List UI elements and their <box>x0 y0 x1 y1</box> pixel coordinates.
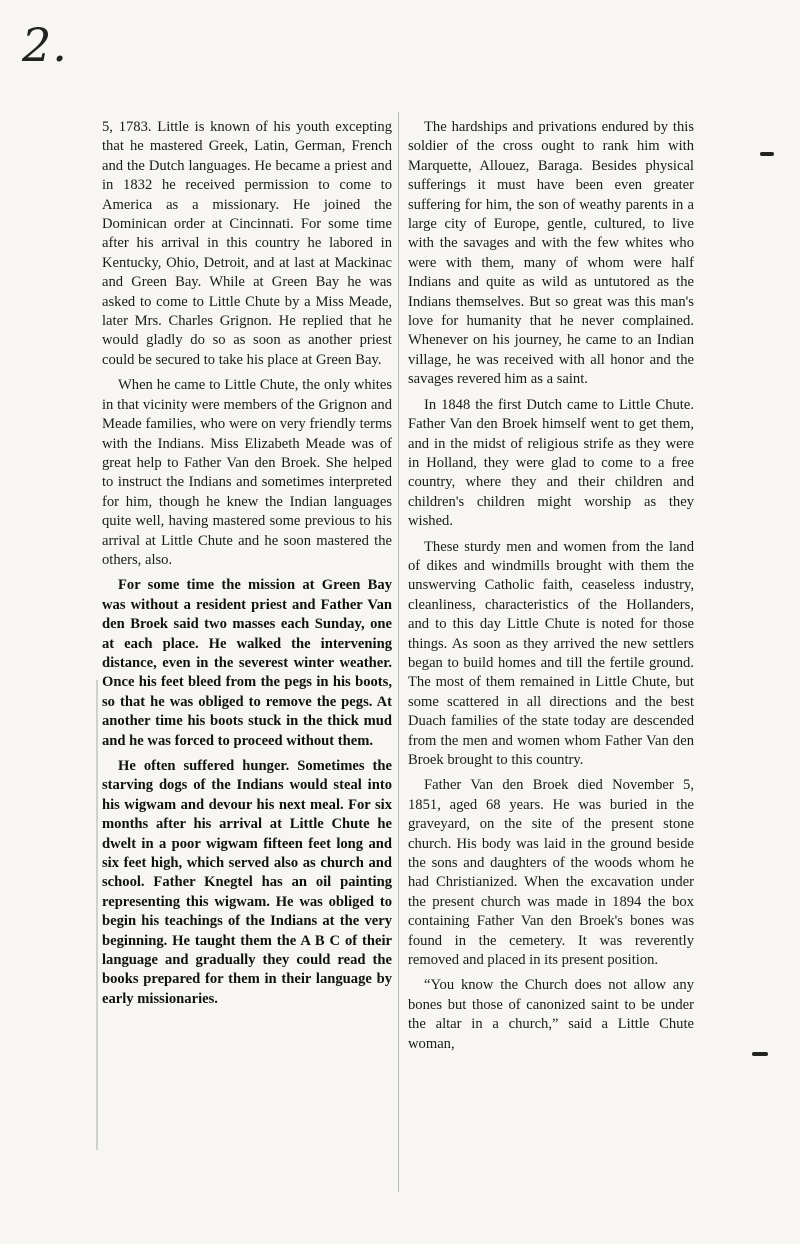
paragraph: In 1848 the first Dutch came to Little Chute. Father Van den Broek himself went to get them, and in the midst of religious strife as they were in Holland, they were glad to come to a free country, where they and their children and children's children might worship as they wished. <box>408 396 694 530</box>
paragraph: For some time the mission at Green Bay was without a resident priest and Father Van den Broek said two masses each Sunday, one at each place. He walked the intervening distance, even in the severest winter weather. Once his feet bleed from the pegs in his boots, so that he was obliged to remove the pegs. At another time his boots stuck in the thick mud and he was forced to proceed without them. <box>102 577 392 749</box>
paragraph: “You know the Church does not allow any bones but those of canonized saint to be under the altar in a church,” said a Little Chute woman, <box>408 977 694 1052</box>
ink-mark <box>760 152 774 156</box>
paragraph: These sturdy men and women from the land of dikes and windmills brought with them the unswerving Catholic faith, ceaseless industry, cleanliness, characteristics of the Hollanders, and to this day Little Chute is noted for those things. As soon as they arrived the new settlers began to build homes and till the fertile ground. The most of them remained in Little Chute, but some scattered in all directions and the best Duach families of the state today are descended from the men and women whom Father Van den Broek brought to this country. <box>408 538 694 768</box>
paragraph: Father Van den Broek died November 5, 1851, aged 68 years. He was buried in the graveyard, on the site of the present stone church. His body was laid in the ground beside the sons and daughters of the woods whom he had Christianized. When the excavation under the present church was made in 1894 the box containing Father Van den Broek's bones was found in the cemetery. It was reverently removed and placed in its present position. <box>408 777 694 969</box>
left-column <box>102 118 392 1015</box>
right-column <box>408 118 694 1060</box>
column-divider <box>398 112 399 1192</box>
paragraph: He often suffered hunger. Sometimes the starving dogs of the Indians would steal into his wigwam and devour his next meal. For six months after his arrival at Little Chute he dwelt in a poor wigwam fifteen feet long and six feet high, which served also as church and school. Father Knegtel has an oil painting representing this wigwam. He was obliged to begin his teachings of the Indians at the very beginning. He taught them the A B C of their language and gradually they could read the books prepared for them in their language by early missionaries. <box>102 758 392 1007</box>
page-number: 2. <box>22 18 68 72</box>
paragraph: When he came to Little Chute, the only whites in that vicinity were members of the Grignon and Meade families, who were on very friendly terms with the Indians. Miss Elizabeth Meade was of great help to Father Van den Broek. She helped to instruct the Indians and sometimes interpreted for him, though he knew the Indian languages quite well, having mastered some previous to his arrival at Little Chute and he soon mastered the others, also. <box>102 377 392 568</box>
ink-mark <box>752 1052 768 1056</box>
paragraph: 5, 1783. Little is known of his youth excepting that he mastered Greek, Latin, German, French and the Dutch languages. He became a priest and in 1832 he received permission to come to America as a missionary. He joined the Dominican order at Cincinnati. For some time after his arrival in this country he labored in Kentucky, Ohio, Detroit, and at last at Mackinac and Green Bay. While at Green Bay he was asked to come to Little Chute by a Miss Meade, later Mrs. Charles Grignon. He replied that he would gladly do so as soon as another priest could be secured to take his place at Green Bay. <box>102 119 392 368</box>
margin-mark <box>96 680 98 1150</box>
paragraph: The hardships and privations endured by this soldier of the cross ought to rank him with Marquette, Allouez, Baraga. Besides physical sufferings it must have been even greater suffering for him, the son of weathy parents in a large city of Europe, gentle, cultured, to live with the savages and with the few whites who were with them, many of whom were half Indians and quite as wild as untutored as the Indians themselves. But so great was this man's love for humanity that he never complained. Whenever on his journey, he came to an Indian village, he was received with all honor and the savages revered him as a saint. <box>408 119 694 388</box>
